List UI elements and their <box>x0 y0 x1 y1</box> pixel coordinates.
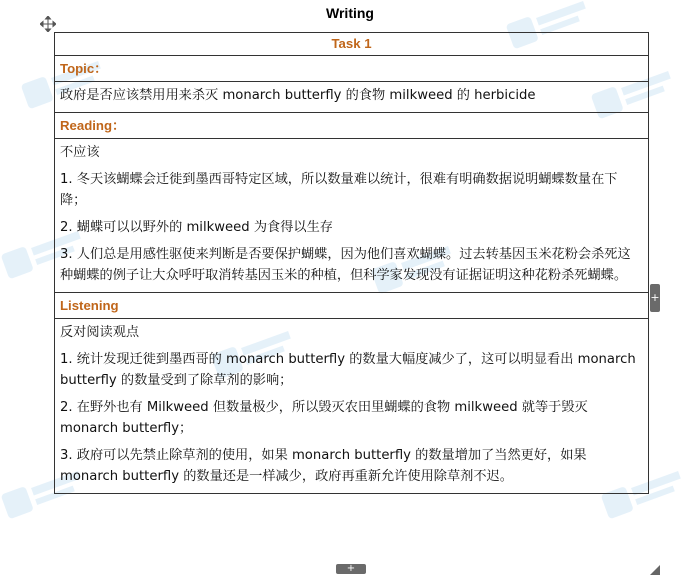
topic-heading[interactable]: Topic： <box>55 56 649 82</box>
topic-text: 政府是否应该禁用用来杀灭 monarch butterfly 的食物 milkweed 的 herbicide <box>60 88 536 103</box>
topic-heading-row <box>55 56 649 82</box>
topic-content-row <box>55 82 649 113</box>
reading-heading[interactable]: Reading： <box>55 113 649 139</box>
reading-content-cell[interactable] <box>55 139 649 293</box>
table-resize-handle-icon[interactable] <box>650 565 660 575</box>
reading-paragraph: 不应该 <box>60 145 100 160</box>
listening-heading[interactable]: Listening <box>55 293 649 319</box>
listening-paragraph: 反对阅读观点 <box>60 325 140 340</box>
topic-content-cell[interactable] <box>55 82 649 113</box>
listening-heading-row <box>55 293 649 319</box>
listening-paragraph: 3. 政府可以先禁止除草剂的使用，如果 monarch butterfly 的数量增加了当然更好，如果 monarch butterfly 的数量还是一样减少，政府再重新允许使用除草剂不迟。 <box>60 448 587 484</box>
reading-paragraph: 2. 蝴蝶可以以野外的 milkweed 为食得以生存 <box>60 220 333 235</box>
listening-content-row <box>55 319 649 494</box>
table-move-handle-icon[interactable] <box>40 16 56 32</box>
task-label[interactable]: Task 1 <box>55 33 649 56</box>
listening-content-cell[interactable] <box>55 319 649 494</box>
reading-heading-row <box>55 113 649 139</box>
listening-paragraph: 1. 统计发现迁徙到墨西哥的 monarch butterfly 的数量大幅度减少了，这可以明显看出 monarch butterfly 的数量受到了除草剂的影响； <box>60 352 636 388</box>
task-header-row <box>55 33 649 56</box>
reading-paragraph: 3. 人们总是用感性驱使来判断是否要保护蝴蝶，因为他们喜欢蝴蝶。过去转基因玉米花粉会杀死这种蝴蝶的例子让大众呼吁取消转基因玉米的种植，但科学家发现没有证据证明这种花粉杀死蝴蝶。 <box>60 247 631 283</box>
document-title: Writing <box>326 5 374 21</box>
task-table <box>54 32 649 494</box>
add-column-button[interactable]: + <box>650 284 660 312</box>
reading-content-row <box>55 139 649 293</box>
add-row-button[interactable]: + <box>336 564 366 574</box>
listening-paragraph: 2. 在野外也有 Milkweed 但数量极少，所以毁灭农田里蝴蝶的食物 milkweed 就等于毁灭 monarch butterfly； <box>60 400 588 436</box>
reading-paragraph: 1. 冬天该蝴蝶会迁徙到墨西哥特定区域，所以数量难以统计，很难有明确数据说明蝴蝶数量在下降； <box>60 172 618 208</box>
